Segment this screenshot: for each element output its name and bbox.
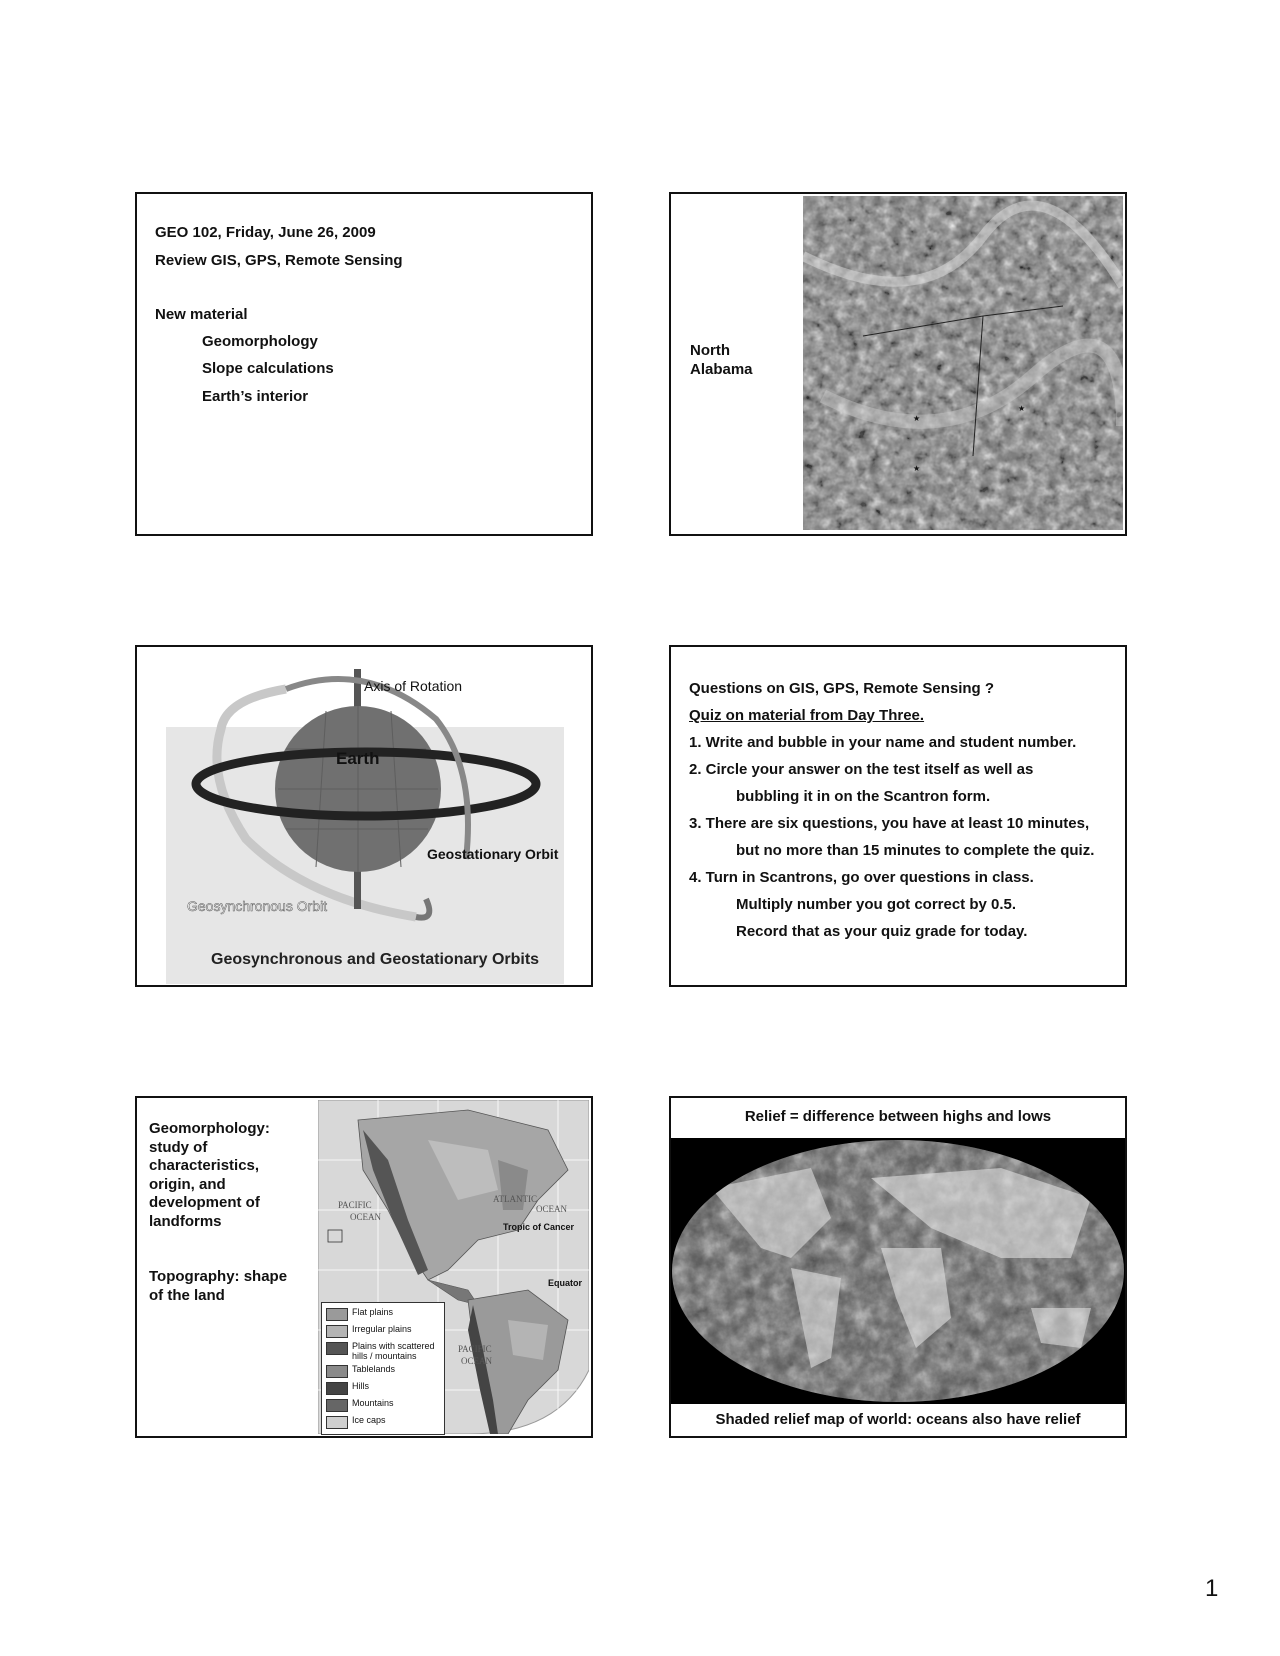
shaded-relief-map (671, 1138, 1125, 1404)
quiz-line: 2. Circle your answer on the test itself as well as (689, 761, 1034, 778)
quiz-line: bubbling it in on the Scantron form. (736, 788, 991, 805)
quiz-line: 3. There are six questions, you have at least 10 minutes, (689, 815, 1090, 832)
legend-item (326, 1381, 440, 1395)
slide1-review-line: Review GIS, GPS, Remote Sensing (155, 252, 403, 269)
legend-label: Plains with scattered hills / mountains (352, 1341, 435, 1361)
map-label: PACIFIC (338, 1200, 372, 1210)
def-line: landforms (149, 1212, 222, 1230)
slide1-item: Geomorphology (202, 333, 318, 350)
axis-label: Axis of Rotation (364, 678, 463, 694)
def-line: origin, and (149, 1175, 226, 1193)
def-line: Geomorphology: (149, 1120, 270, 1137)
legend-label: Hills (352, 1381, 369, 1391)
legend-item (326, 1307, 440, 1321)
geostationary-label: Geostationary Orbit (427, 846, 559, 862)
def-line: development of (149, 1194, 260, 1211)
landforms-map (318, 1100, 589, 1434)
topo-line: Topography: shape (149, 1268, 288, 1285)
legend-item (326, 1341, 440, 1361)
legend-item (326, 1398, 440, 1412)
map-label: OCEAN (461, 1356, 492, 1366)
def-line: characteristics, (149, 1157, 260, 1174)
quiz-line: Multiply number you got correct by 0.5. (736, 896, 1017, 913)
orbits-caption: Geosynchronous and Geostationary Orbits (211, 951, 540, 968)
satellite-image (803, 196, 1123, 530)
page-number: 1 (1205, 1575, 1219, 1602)
svg-text:★: ★ (913, 414, 921, 423)
map-label: Tropic of Cancer (503, 1222, 575, 1232)
geomorphology-definition (149, 1120, 270, 1231)
svg-text:★: ★ (913, 464, 921, 473)
map-label: OCEAN (536, 1204, 567, 1214)
slide-1 (135, 192, 593, 536)
slide1-item: Earth’s interior (202, 388, 309, 405)
slide-4 (669, 645, 1127, 987)
relief-caption: Shaded relief map of world: oceans also have relief (715, 1411, 1081, 1428)
legend-label: Ice caps (352, 1415, 386, 1425)
legend-label: Tablelands (352, 1364, 396, 1374)
legend-label: Irregular plains (352, 1324, 412, 1334)
legend-label: Flat plains (352, 1307, 394, 1317)
quiz-line: but no more than 15 minutes to complete the quiz. (736, 842, 1095, 859)
slide1-item: Slope calculations (202, 360, 334, 377)
quiz-line: Record that as your quiz grade for today. (736, 923, 1028, 940)
map-legend (321, 1302, 445, 1435)
legend-item (326, 1364, 440, 1378)
orbits-diagram (166, 649, 564, 984)
quiz-line: Questions on GIS, GPS, Remote Sensing ? (689, 680, 995, 697)
legend-item (326, 1324, 440, 1338)
relief-title: Relief = difference between highs and lows (744, 1108, 1052, 1125)
quiz-line: 4. Turn in Scantrons, go over questions in class. (689, 869, 1034, 886)
topo-line: of the land (149, 1286, 225, 1304)
map-label: ATLANTIC (493, 1194, 537, 1204)
legend-item (326, 1415, 440, 1429)
map-label: PACIFIC (458, 1344, 492, 1354)
slide-2 (669, 192, 1127, 536)
slide-6 (669, 1096, 1127, 1438)
slide1-course-title: GEO 102, Friday, June 26, 2009 (155, 224, 376, 241)
legend-label: Mountains (352, 1398, 394, 1408)
earth-label: Earth (336, 749, 380, 768)
topography-definition (149, 1268, 287, 1305)
quiz-line: 1. Write and bubble in your name and student number. (689, 734, 1077, 751)
slide2-label-north: North (690, 342, 730, 359)
svg-text:★: ★ (1018, 404, 1026, 413)
def-line: study of (149, 1138, 208, 1156)
slide-3 (135, 645, 593, 987)
map-label: OCEAN (350, 1212, 381, 1222)
geosynchronous-label: Geosynchronous Orbit (187, 898, 328, 914)
quiz-line: Quiz on material from Day Three. (689, 707, 925, 724)
slide-5 (135, 1096, 593, 1438)
map-label: Equator (548, 1278, 583, 1288)
slide2-label-alabama: Alabama (690, 361, 753, 378)
slide1-new-material: New material (155, 306, 248, 323)
